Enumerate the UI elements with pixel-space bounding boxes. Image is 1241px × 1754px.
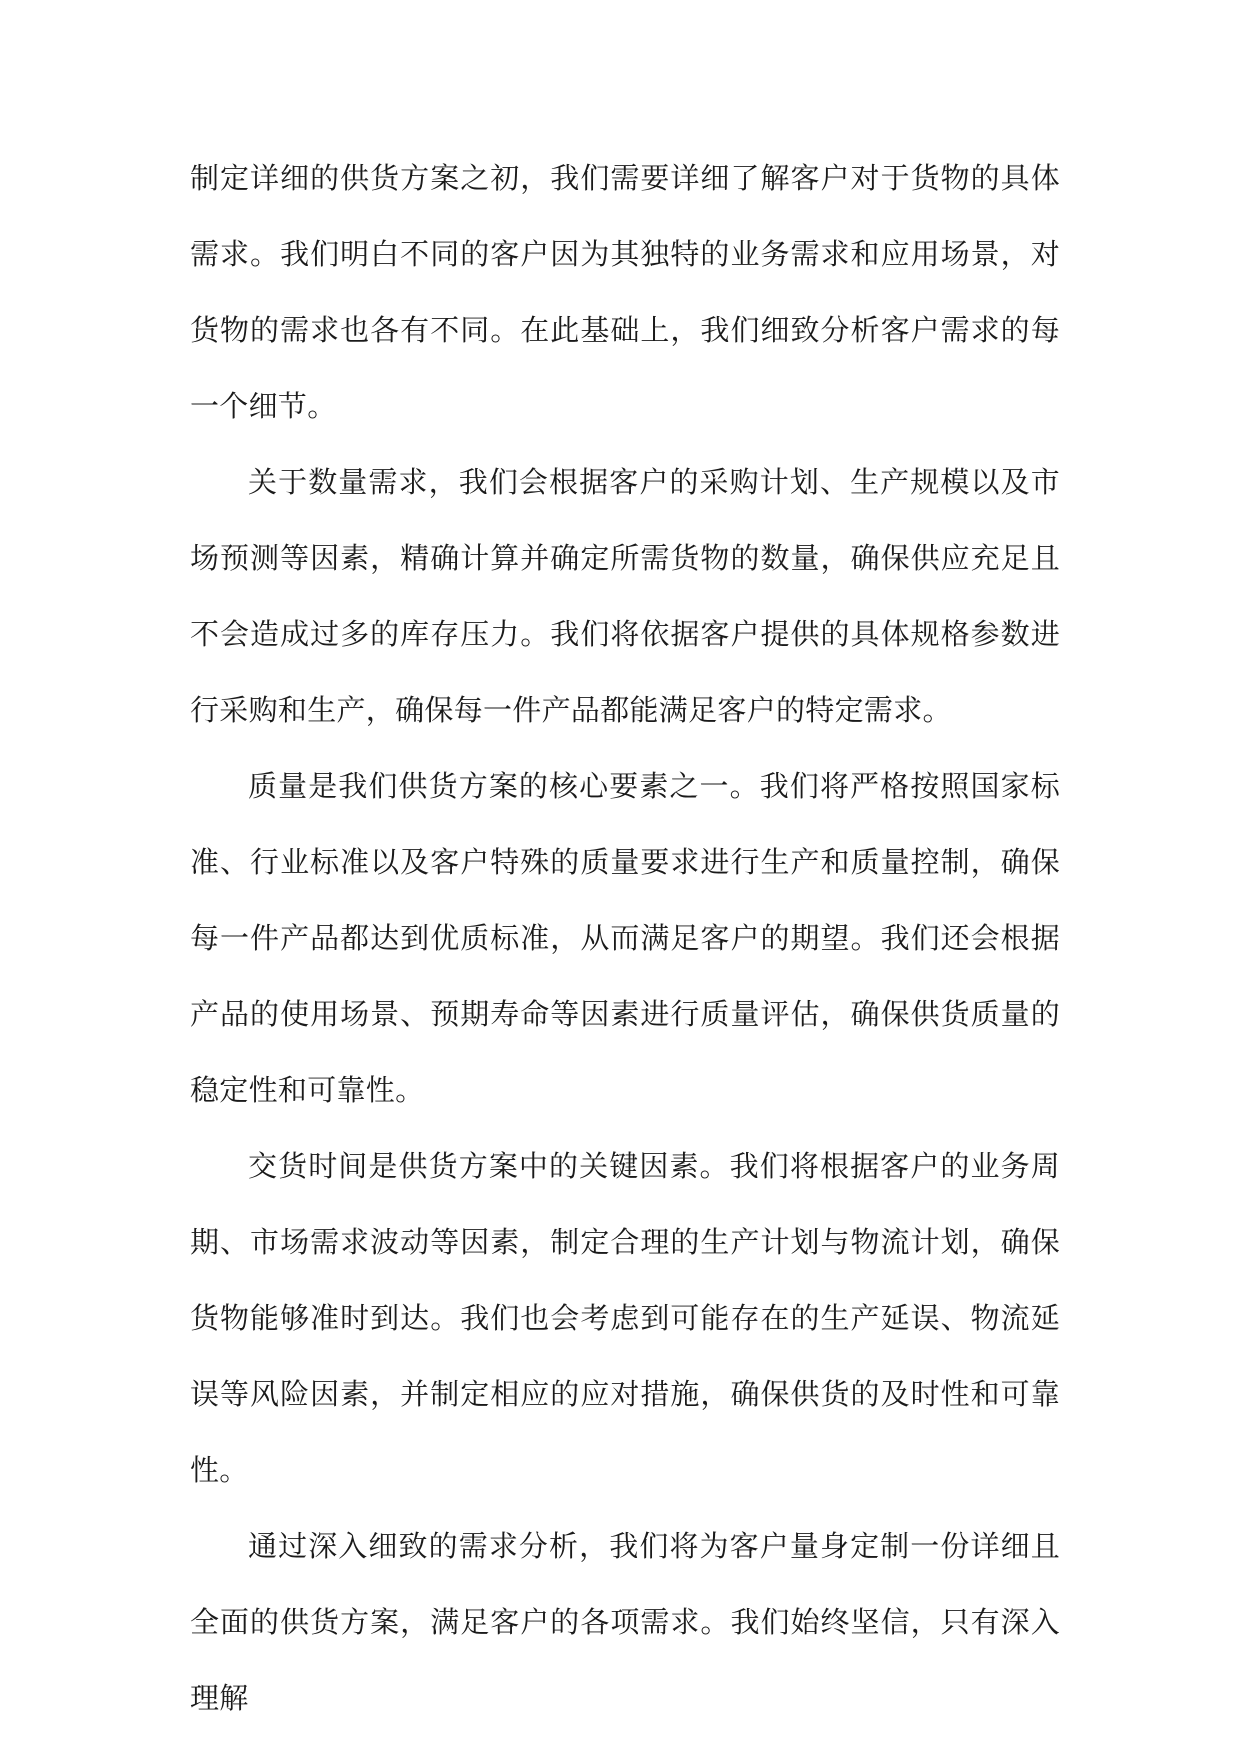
- document-body: [190, 140, 1060, 1736]
- paragraph-customer-needs: 制定详细的供货方案之初，我们需要详细了解客户对于货物的具体需求。我们明白不同的客户因为其独特的业务需求和应用场景，对货物的需求也各有不同。在此基础上，我们细致分析客户需求的每一个细节。: [190, 161, 1060, 423]
- paragraph-needs-analysis: 通过深入细致的需求分析，我们将为客户量身定制一份详细且全面的供货方案，满足客户的各项需求。我们始终坚信，只有深入理解: [190, 1529, 1060, 1715]
- paragraph-quantity-needs: 关于数量需求，我们会根据客户的采购计划、生产规模以及市场预测等因素，精确计算并确定所需货物的数量，确保供应充足且不会造成过多的库存压力。我们将依据客户提供的具体规格参数进行采购和生产，确保每一件产品都能满足客户的特定需求。: [190, 465, 1060, 727]
- paragraph-quality: 质量是我们供货方案的核心要素之一。我们将严格按照国家标准、行业标准以及客户特殊的质量要求进行生产和质量控制，确保每一件产品都达到优质标准，从而满足客户的期望。我们还会根据产品的使用场景、预期寿命等因素进行质量评估，确保供货质量的稳定性和可靠性。: [190, 769, 1060, 1107]
- paragraph-delivery-time: 交货时间是供货方案中的关键因素。我们将根据客户的业务周期、市场需求波动等因素，制定合理的生产计划与物流计划，确保货物能够准时到达。我们也会考虑到可能存在的生产延误、物流延误等风险因素，并制定相应的应对措施，确保供货的及时性和可靠性。: [190, 1149, 1060, 1487]
